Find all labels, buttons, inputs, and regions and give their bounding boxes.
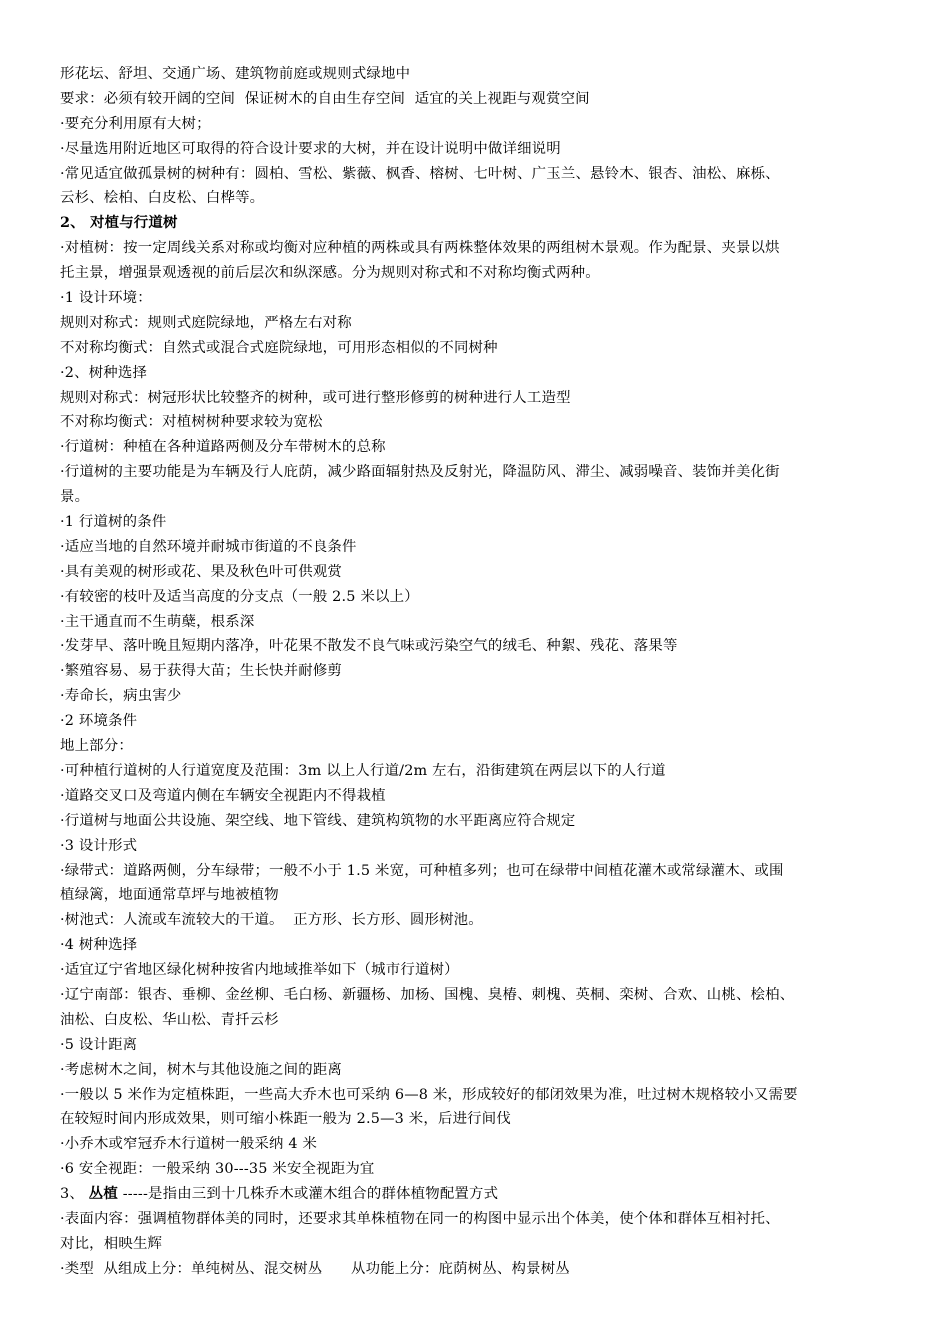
text-line: ·5 设计距离 xyxy=(60,1036,138,1053)
text-line: ·2 环境条件 xyxy=(60,713,138,730)
text-line: ·可种植行道树的人行道宽度及范围：3m 以上人行道/2m 左右，沿街建筑在两层以下的人行道 xyxy=(60,762,666,779)
text-line: ·树池式：人流或车流较大的干道。 正方形、长方形、圆形树池。 xyxy=(60,912,483,929)
text-line: 规则对称式：规则式庭院绿地，严格左右对称 xyxy=(60,314,352,331)
text-line: 形花坛、舒坦、交通广场、建筑物前庭或规则式绿地中 xyxy=(60,66,411,82)
section-title: 丛植 xyxy=(88,1185,118,1203)
text-line: ·一般以 5 米作为定植株距，一些高大乔木也可采纳 6—8 米，形成较好的郁闭效果为准，吐过树木规格较小又需要 xyxy=(60,1086,798,1103)
section-number: 3、 xyxy=(60,1186,89,1203)
text-line: ·繁殖容易、易于获得大苗；生长快并耐修剪 xyxy=(60,663,342,680)
section-description: -----是指由三到十几株乔木或灌木组合的群体植物配置方式 xyxy=(117,1186,499,1203)
text-line: ·道路交叉口及弯道内侧在车辆安全视距内不得栽植 xyxy=(60,787,386,804)
text-line: 规则对称式：树冠形状比较整齐的树种，或可进行整形修剪的树种进行人工造型 xyxy=(60,389,571,406)
text-line: ·小乔木或窄冠乔木行道树一般采纳 4 米 xyxy=(60,1136,318,1153)
text-line: ·有较密的枝叶及适当高度的分支点（一般 2.5 米以上） xyxy=(60,588,419,605)
text-line: ·1 行道树的条件 xyxy=(60,514,167,531)
text-line: 托主景，增强景观透视的前后层次和纵深感。分为规则对称式和不对称均衡式两种。 xyxy=(60,265,600,282)
text-line: ·对植树：按一定周线关系对称或均衡对应种植的两株或具有两株整体效果的两组树木景观。作为配景、夹景以烘 xyxy=(60,240,780,257)
text-line: 云杉、桧柏、白皮松、白桦等。 xyxy=(60,190,265,207)
text-line: ·辽宁南部：银杏、垂柳、金丝柳、毛白杨、新疆杨、加杨、国槐、臭椿、刺槐、英桐、栾树、合欢、山桃、桧柏、 xyxy=(60,986,795,1003)
text-line: ·表面内容：强调植物群体美的同时，还要求其单株植物在同一的构图中显示出个体美，使个体和群体互相衬托、 xyxy=(60,1210,780,1227)
text-line: ·绿带式：道路两侧，分车绿带；一般不小于 1.5 米宽，可种植多列；也可在绿带中间植花灌木或常绿灌木、或围 xyxy=(60,862,784,879)
text-line: ·要充分利用原有大树； xyxy=(60,115,211,132)
text-line: ·常见适宜做孤景树的树种有：圆柏、雪松、紫薇、枫香、榕树、七叶树、广玉兰、悬铃木、银杏、油松、麻栎、 xyxy=(60,165,780,182)
text-line: ·行道树的主要功能是为车辆及行人庇荫，减少路面辐射热及反射光，降温防风、滞尘、减弱噪音、装饰并美化街 xyxy=(60,464,780,481)
text-line: ·具有美观的树形或花、果及秋色叶可供观赏 xyxy=(60,563,342,580)
section-heading: 2、 对植与行道树 xyxy=(60,214,178,232)
text-line: ·类型 从组成上分：单纯树丛、混交树丛 从功能上分：庇荫树丛、构景树丛 xyxy=(60,1260,570,1277)
text-line: ·尽量选用附近地区可取得的符合设计要求的大树，并在设计说明中做详细说明 xyxy=(60,140,561,157)
text-line: ·适宜辽宁省地区绿化树种按省内地域推举如下（城市行道树） xyxy=(60,962,459,979)
text-line: ·发芽早、落叶晚且短期内落净，叶花果不散发不良气味或污染空气的绒毛、种絮、残花、落果等 xyxy=(60,638,678,655)
text-line: 植绿篱，地面通常草坪与地被植物 xyxy=(60,887,279,904)
text-line: ·6 安全视距：一般采纳 30---35 米安全视距为宜 xyxy=(60,1161,375,1178)
text-line: ·4 树种选择 xyxy=(60,937,138,954)
text-line: ·适应当地的自然环境并耐城市街道的不良条件 xyxy=(60,538,357,555)
text-line: ·主干通直而不生萌蘖，根系深 xyxy=(60,613,255,630)
text-line: 要求：必须有较开阔的空间 保证树木的自由生存空间 适宜的关上视距与观赏空间 xyxy=(60,90,590,107)
text-line: 不对称均衡式：对植树树种要求较为宽松 xyxy=(60,414,323,431)
text-line: ·2、树种选择 xyxy=(60,364,148,381)
text-line: 不对称均衡式：自然式或混合式庭院绿地，可用形态相似的不同树种 xyxy=(60,339,498,356)
text-line: 对比，相映生辉 xyxy=(60,1235,163,1252)
text-line: 景。 xyxy=(60,489,90,506)
text-line: ·3 设计形式 xyxy=(60,837,138,854)
document-body xyxy=(60,62,900,1282)
text-line: ·1 设计环境： xyxy=(60,290,152,307)
text-line: ·考虑树木之间，树木与其他设施之间的距离 xyxy=(60,1061,342,1078)
text-line: ·行道树与地面公共设施、架空线、地下管线、建筑构筑物的水平距离应符合规定 xyxy=(60,812,576,829)
text-line: 油松、白皮松、华山松、青扦云杉 xyxy=(60,1011,279,1028)
text-line: ·行道树：种植在各种道路两侧及分车带树木的总称 xyxy=(60,439,386,456)
text-line: 地上部分： xyxy=(60,738,133,755)
text-line: ·寿命长，病虫害少 xyxy=(60,688,182,705)
section-heading xyxy=(60,1182,900,1207)
text-line: 在较短时间内形成效果，则可缩小株距一般为 2.5—3 米，后进行间伐 xyxy=(60,1111,511,1128)
